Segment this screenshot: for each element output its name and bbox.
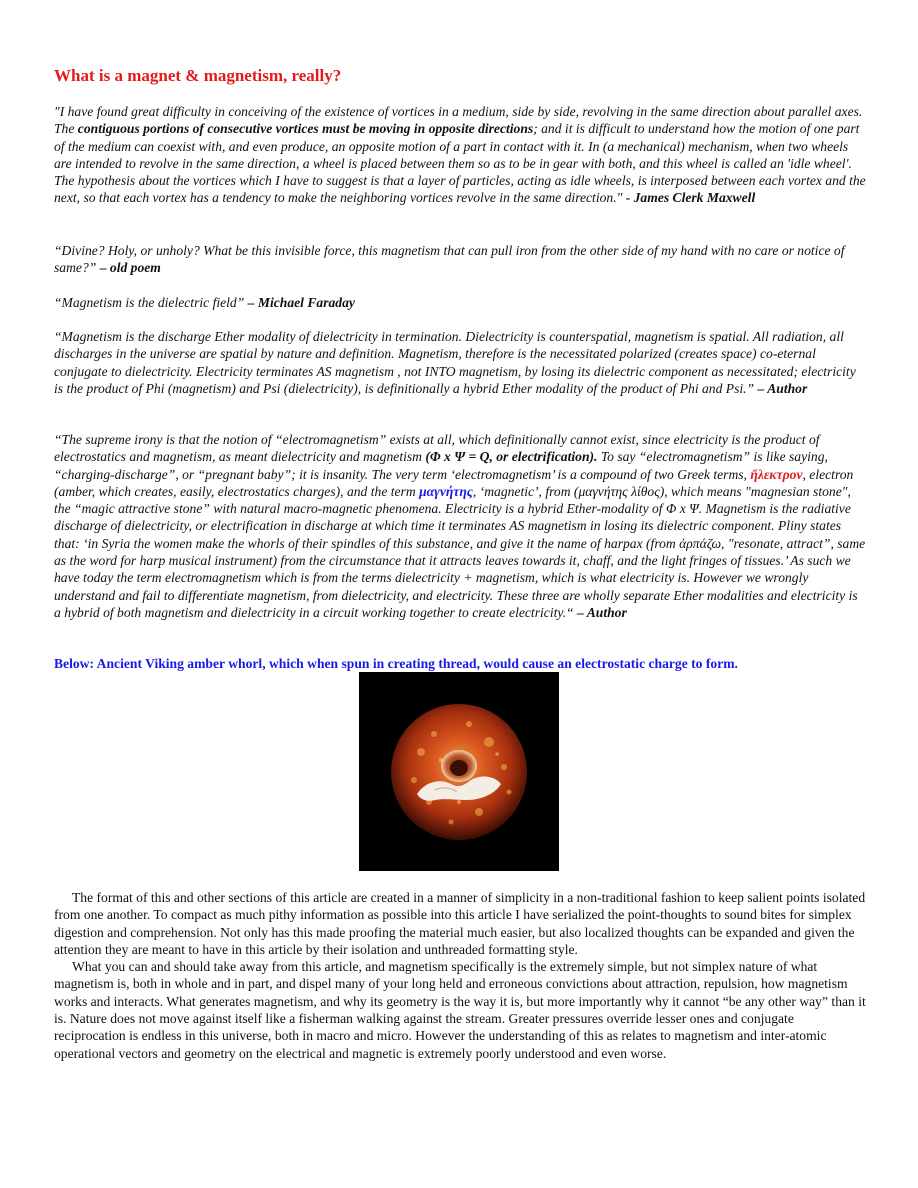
quote-text: “The supreme irony is that the notion of “electromagnetism” exists at all, which definitionally cannot exist, since electricity is the product of electrostatics and magnetism, as meant dielectricity and magnetism bbox=[54, 432, 820, 465]
quote-text: To say “electromagnetism” is like saying, “charging-discharge”, or “pregnant baby”; it is insanity. The very term ‘electromagnetism’ is a compound of two Greek terms, bbox=[54, 449, 828, 482]
quote-text: “Magnetism is the discharge Ether modality of dielectricity in termination. Dielectricity is counterspatial, magnetism is spatial. All radiation, all discharges in the universe are spatial by nature and definition. Magnetism, therefore is the necessitated polarized (creates space) co-eternal conjugate to dielectricity. Electricity terminates AS magnetism , not INTO magnetism, by losing its dielectric component as necessitated; electricity is the product of Phi (magnetism) and Psi (dielectricity), is definitionally a hybrid Ether modality of the product of Phi and Psi.” bbox=[54, 329, 856, 396]
quote-emphasis: contiguous portions of consecutive vortices must be moving in opposite directions bbox=[77, 121, 534, 137]
article-body bbox=[54, 889, 866, 1062]
greek-term-magnetic: μαγνήτης bbox=[419, 483, 473, 499]
body-paragraph: What you can and should take away from this article, and magnetism specifically is the extremely simple, but not simplex nature of what magnetism is, both in whole and in part, and dispel many of your long held and erroneous convictions about attraction, repulsion, how magnetism works and interacts. What generates magnetism, and why its geometry is the way it is, but more importantly why it cannot “be any other way” than it is. Nature does not move against itself like a fisherman walking against the stream. Greater pressures override lesser ones and conjugate reciprocation is endless in this universe, both in macro and micro. However the understanding of this as relates to magnetism and inter-atomic operational vectors and geometry on the electrical and magnetic is extremely poorly understood and even worse. bbox=[54, 959, 866, 1061]
author-quote-2 bbox=[54, 431, 866, 621]
poem-quote bbox=[54, 242, 866, 277]
quote-text: , electron (amber, which creates, easily, electrostatics charges), and the term bbox=[54, 466, 854, 499]
body-paragraph: The format of this and other sections of this article are created in a manner of simplicity in a non-traditional fashion to keep salient points isolated from one another. To compact as much pithy information as possible into this article I have serialized the point-thoughts to sound bites for simplex digestion and comprehension. Not only has this made proofing the material much easier, but also localized thoughts can be expanded and given the attention they are meant to have in this article by their isolation and unthreaded formatting style. bbox=[54, 890, 866, 957]
quote-formula: (Φ x Ψ = Q, or electrification). bbox=[425, 449, 598, 465]
quote-text: , ‘magnetic’, from (μαγνήτης λίθος), which means "magnesian stone", the “magic attractive stone” with natural macro-magnetic phenomena. Electricity is a hybrid Ether-modality of Φ x Ψ. Magnetism is the radiative discharge of dielectricity, or electrification in discharge at which time it terminates AS magnetism in losing its dielectric component. Pliny states that: ‘in Syria the women make the whorls of their spindles of this substance, and give it the name of harpax (from ἁρπάζω, "resonate, attract”, same as the word for harp musical instrument) from the circumstance that it attracts leaves towards it, chaff, and the light fringes of tissues.’ As such we have today the term electromagnetism which is from the terms dielectricity + magnetism, which is what electricity is. However we wrongly understand and fail to differentiate magnetism, from dielectricity, and electricity. These three are wholly separate Ether modalities and electricity is a hybrid of both magnetism and dielectricity in a circuit working together to create electricity.“ bbox=[54, 483, 866, 620]
quote-author: – Michael Faraday bbox=[247, 295, 355, 310]
quote-text: “Divine? Holy, or unholy? What be this invisible force, this magnetism that can pull iron from the other side of my hand with no care or notice of same?” bbox=[54, 243, 845, 276]
amber-whorl-illustration bbox=[359, 672, 559, 871]
quote-author: - James Clerk Maxwell bbox=[625, 190, 756, 206]
greek-term-electron: ἤλεκτρον bbox=[750, 466, 803, 482]
author-quote-1 bbox=[54, 328, 866, 397]
amber-whorl-image bbox=[359, 672, 559, 871]
quote-author: – old poem bbox=[99, 260, 161, 276]
quote-text: ; and it is difficult to understand how the motion of one part of the medium can coexist with, and even produce, an opposite motion of a part in contact with it. In (a mechanical) mechanism, when two wheels are intended to revolve in the same direction, a wheel is placed between them so as to be in gear with both, and this wheel is called an 'idle wheel'. The hypothesis about the vortices which I have to suggest is that a layer of particles, acting as idle wheels, is interposed between each vortex and the next, so that each vortex has a tendency to make the neighboring vortices revolve in the same direction." bbox=[54, 121, 866, 206]
image-caption: Below: Ancient Viking amber whorl, which when spun in creating thread, would cause an electrostatic charge to form. bbox=[54, 656, 738, 671]
quote-author: – Author bbox=[757, 380, 808, 396]
quote-text: “Magnetism is the dielectric field” bbox=[54, 295, 248, 310]
faraday-quote bbox=[54, 294, 866, 311]
page-title: What is a magnet & magnetism, really? bbox=[54, 66, 342, 85]
maxwell-quote bbox=[54, 103, 866, 207]
quote-text: "I have found great difficulty in conceiving of the existence of vortices in a medium, side by side, revolving in the same direction about parallel axes. The bbox=[54, 104, 863, 137]
quote-author: – Author bbox=[577, 604, 627, 620]
